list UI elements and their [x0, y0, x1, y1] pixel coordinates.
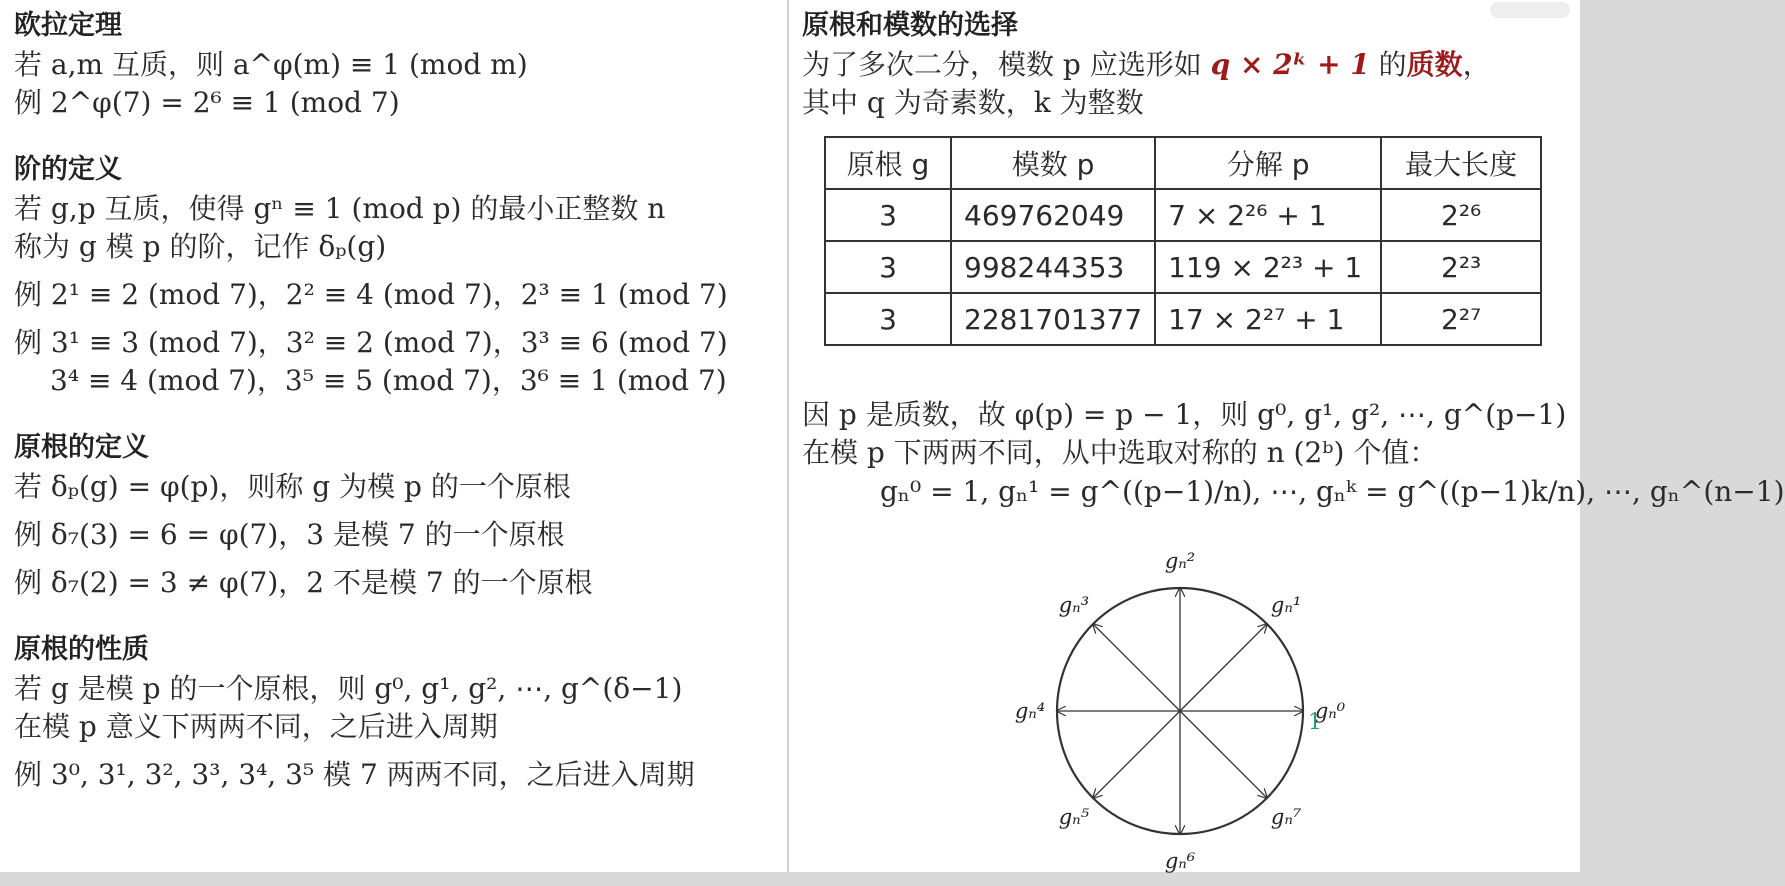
cell-root: 3	[825, 293, 951, 345]
euler-statement: 若 a,m 互质，则 a^φ(m) ≡ 1 (mod m)	[14, 48, 528, 81]
root-def-statement: 若 δₚ(g) = φ(p)，则称 g 为模 p 的一个原根	[14, 470, 571, 503]
root-def-example-1: 例 δ₇(3) = 6 = φ(7)，3 是模 7 的一个原根	[14, 518, 565, 551]
intro-text-c: ，	[1462, 48, 1491, 81]
cell-max-length: 2²⁶	[1381, 189, 1541, 241]
left-column	[14, 6, 784, 794]
circle-label-g7: gₙ⁷	[1270, 805, 1302, 830]
circle-label-g0: gₙ⁰	[1314, 699, 1346, 723]
cell-root: 3	[825, 189, 951, 241]
order-title: 阶的定义	[14, 154, 122, 185]
order-example-3: 3⁴ ≡ 4 (mod 7)，3⁵ ≡ 5 (mod 7)，3⁶ ≡ 1 (mod 7)	[50, 364, 727, 397]
root-def-title: 原根的定义	[14, 432, 149, 463]
header-modulus: 模数 p	[951, 137, 1155, 189]
cell-modulus: 469762049	[951, 189, 1155, 241]
root-prop-example: 例 3⁰, 3¹, 3², 3³, 3⁴, 3⁵ 模 7 两两不同，之后进入周期	[14, 758, 695, 791]
root-prop-statement-2: 在模 p 意义下两两不同，之后进入周期	[14, 710, 498, 743]
spoke-arrow	[1180, 711, 1267, 798]
table-row	[825, 189, 1541, 241]
watermark-icon	[1490, 2, 1570, 18]
right-title: 原根和模数的选择	[802, 10, 1018, 41]
header-decompose: 分解 p	[1155, 137, 1381, 189]
table-header-row	[825, 137, 1541, 189]
cell-max-length: 2²⁷	[1381, 293, 1541, 345]
unit-circle-svg	[1002, 541, 1346, 873]
since-line-2: 在模 p 下两两不同，从中选取对称的 n (2ᵇ) 个值：	[802, 436, 1438, 469]
cell-modulus: 2281701377	[951, 293, 1155, 345]
table-row	[825, 293, 1541, 345]
table-row	[825, 241, 1541, 293]
cell-modulus: 998244353	[951, 241, 1155, 293]
cell-decompose: 119 × 2²³ + 1	[1155, 241, 1381, 293]
euler-title: 欧拉定理	[14, 10, 122, 41]
cell-root: 3	[825, 241, 951, 293]
order-statement-1: 若 g,p 互质，使得 gⁿ ≡ 1 (mod p) 的最小正整数 n	[14, 192, 666, 225]
root-def-example-2: 例 δ₇(2) = 3 ≠ φ(7)，2 不是模 7 的一个原根	[14, 566, 593, 599]
order-example-2: 例 3¹ ≡ 3 (mod 7)，3² ≡ 2 (mod 7)，3³ ≡ 6 (mod 7)	[14, 326, 728, 359]
cell-decompose: 17 × 2²⁷ + 1	[1155, 293, 1381, 345]
circle-label-g2: gₙ²	[1164, 549, 1196, 573]
order-statement-2: 称为 g 模 p 的阶，记作 δₚ(g)	[14, 230, 387, 263]
circle-label-g4: gₙ⁴	[1014, 699, 1046, 723]
header-max-length: 最大长度	[1381, 137, 1541, 189]
order-example-1: 例 2¹ ≡ 2 (mod 7)，2² ≡ 4 (mod 7)，2³ ≡ 1 (mod 7)	[14, 278, 728, 311]
root-prop-title: 原根的性质	[14, 634, 149, 665]
header-root: 原根 g	[825, 137, 951, 189]
circle-spokes	[1057, 588, 1303, 834]
spoke-arrow	[1180, 624, 1267, 711]
cell-max-length: 2²³	[1381, 241, 1541, 293]
cell-decompose: 7 × 2²⁶ + 1	[1155, 189, 1381, 241]
column-divider	[787, 0, 789, 872]
euler-example: 例 2^φ(7) = 2⁶ ≡ 1 (mod 7)	[14, 86, 400, 119]
since-line-1: 因 p 是质数，故 φ(p) = p − 1，则 g⁰, g¹, g², ⋯, g^(p−1)	[802, 398, 1567, 431]
intro-text-b: 的	[1369, 48, 1407, 81]
circle-label-g3: gₙ³	[1058, 592, 1090, 617]
unit-roots-block	[802, 396, 1785, 512]
intro-line-2: 其中 q 为奇素数，k 为整数	[802, 86, 1144, 119]
one-label: 1	[1308, 710, 1322, 735]
spoke-arrow	[1093, 711, 1180, 798]
intro-line-1	[802, 46, 1572, 84]
root-prop-statement-1: 若 g 是模 p 的一个原根，则 g⁰, g¹, g², ⋯, g^(δ−1)	[14, 672, 683, 705]
circle-label-g6: gₙ⁶	[1164, 849, 1196, 873]
intro-text-a: 为了多次二分，模数 p 应选形如	[802, 48, 1211, 81]
prime-word: 质数	[1406, 48, 1463, 81]
unit-circle-diagram	[1002, 541, 1346, 873]
primitive-root-table	[824, 136, 1542, 346]
spoke-arrow	[1093, 624, 1180, 711]
circle-label-g5: gₙ⁵	[1058, 805, 1090, 830]
right-column	[802, 6, 1785, 873]
circle-label-g1: gₙ¹	[1270, 592, 1302, 617]
modulus-form: q × 2ᵏ + 1	[1210, 48, 1370, 81]
unit-roots-formula: gₙ⁰ = 1, gₙ¹ = g^((p−1)/n), ⋯, gₙᵏ = g^((p−1)k/n), ⋯, gₙ^(n−1)	[880, 475, 1785, 508]
